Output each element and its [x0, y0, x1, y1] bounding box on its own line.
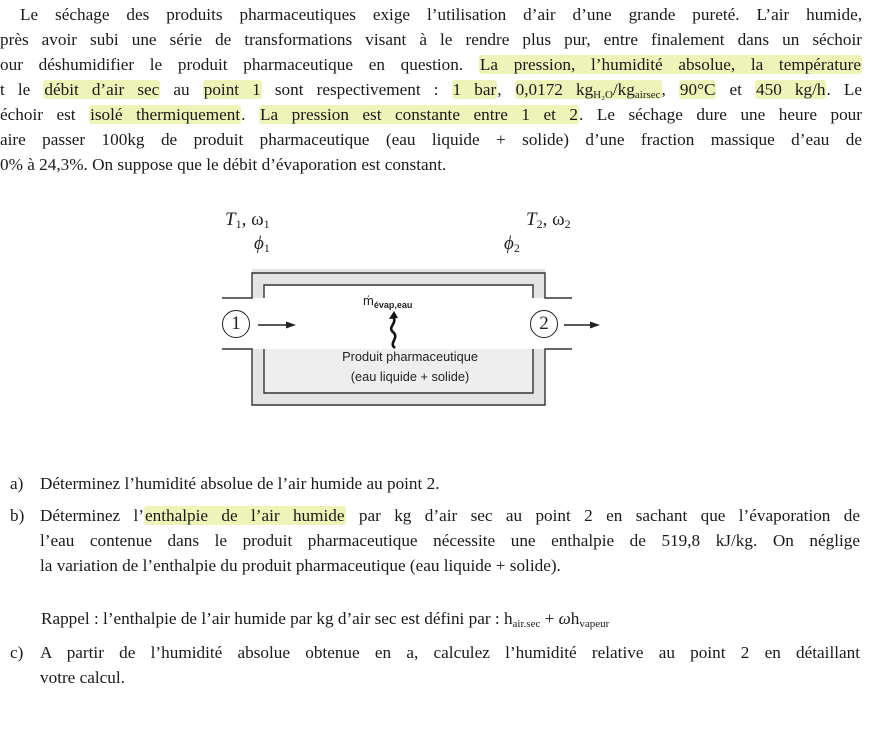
dryer-diagram — [200, 205, 620, 410]
highlight-enthalpie: enthalpie de l’air humide — [145, 506, 345, 525]
inlet-arrowhead — [286, 322, 296, 329]
evaporation-arrow — [391, 317, 395, 348]
point-2-marker: 2 — [530, 310, 558, 338]
outlet-state-label: $T_2$, $\omega_2$ — [526, 209, 571, 231]
question-b-line-1: Déterminez l’enthalpie de l’air humide par kg d’air sec au point 2 en sachant que l’évaporation de — [40, 506, 860, 525]
highlight-pression-constante: La pression est constante entre 1 et 2 — [259, 105, 578, 124]
intro-line-7: 0% à 24,3%. On suppose que le débit d’évaporation est constant. — [0, 155, 447, 174]
value-flow-rate: 450 kg/h — [756, 80, 826, 99]
highlight-isole: isolé thermiquement — [90, 105, 241, 124]
intro-line-2: près avoir subi une série de transformations visant à le rendre plus pur, entre finalement dans un séchoir — [0, 30, 862, 49]
question-b-line-3: la variation de l’enthalpie du produit pharmaceutique (eau liquide + solide). — [40, 556, 561, 575]
intro-line-6: aire passer 100kg de produit pharmaceutique (eau liquide + solide) d’une fraction massique d’eau de — [0, 130, 862, 149]
problem-statement — [0, 2, 862, 177]
inlet-state-label: $T_1$, $\omega_1$ — [225, 209, 270, 231]
highlight-point-1: point 1 — [203, 80, 261, 99]
outlet-arrowhead — [590, 322, 600, 329]
highlight-conditions: La pression, l’humidité absolue, la température — [479, 55, 861, 74]
intro-line-1: Le séchage des produits pharmaceutiques exige l’utilisation d’air d’une grande pureté. L’air humide, — [20, 5, 862, 24]
question-a-marker: a) — [10, 474, 24, 493]
question-c-marker: c) — [10, 643, 24, 662]
intro-line-4: t le débit d’air sec au point 1 sont respectivement : 1 bar, 0,0172 $kg_{H_2O}/kg_{airsec}$, 90°C et 450 kg/h. Le — [0, 80, 863, 101]
value-humidity: 0,0172 $kg_{H_2O}/kg_{airsec}$ — [515, 80, 661, 101]
question-c-line-1: A partir de l’humidité absolue obtenue en a, calculez l’humidité relative au point 2 en détaillant — [40, 643, 860, 662]
question-b-line-2: l’eau contenue dans le produit pharmaceutique nécessite une enthalpie de 519,8 kJ/kg. On néglige — [40, 531, 860, 550]
evaporation-arrowhead — [389, 311, 398, 319]
question-c-line-2: votre calcul. — [40, 668, 125, 687]
outlet-phi-label: $\phi_2$ — [504, 233, 520, 255]
question-b-marker: b) — [10, 506, 25, 525]
point-1-marker: 1 — [222, 310, 250, 338]
intro-line-5: échoir est isolé thermiquement. La pression est constante entre 1 et 2. Le séchage dure une heure pour — [0, 105, 862, 124]
product-label-line-2: (eau liquide + solide) — [350, 369, 470, 384]
product-label-line-1: Produit pharmaceutique — [342, 349, 478, 364]
inlet-phi-label: $\phi_1$ — [254, 233, 270, 255]
evaporation-rate-label: ṁ$_{évap,eau}$ — [363, 293, 413, 310]
value-temperature: 90°C — [679, 80, 716, 99]
value-pressure: 1 bar — [452, 80, 497, 99]
intro-line-3: our déshumidifier le produit pharmaceutique en question. La pression, l’humidité absolue, la température — [0, 55, 861, 74]
highlight-debit-air-sec: débit d’air sec — [44, 80, 160, 99]
rappel-formula: Rappel : l’enthalpie de l’air humide par kg d’air sec est défini par : $h_{air.sec} + \omega h_{vapeur}$ — [41, 609, 610, 630]
question-a-text: Déterminez l’humidité absolue de l’air humide au point 2. — [40, 474, 440, 493]
